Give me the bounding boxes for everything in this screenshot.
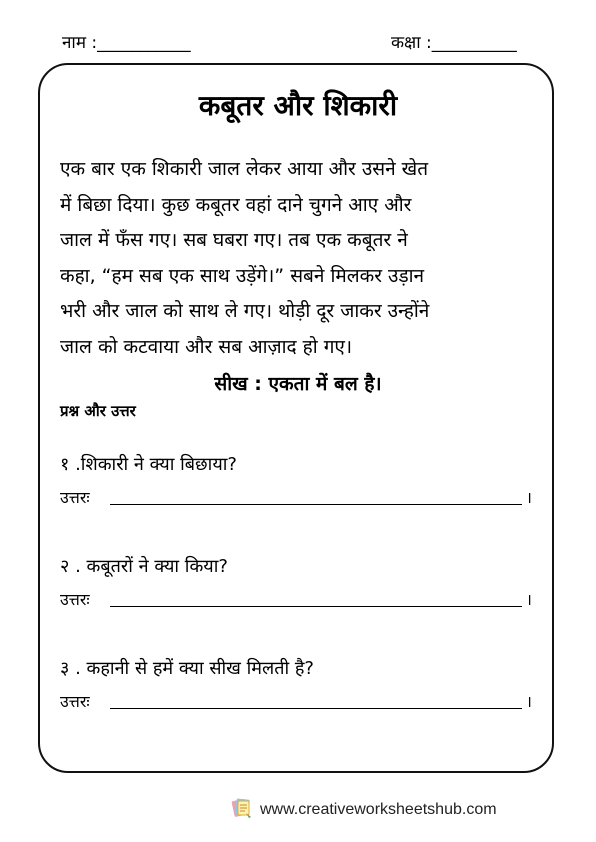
qa-heading: प्रश्न और उत्तर [60,402,136,420]
story-line: जाल को कटवाया और सब आज़ाद हो गए। [60,335,353,358]
moral-text: सीख : एकता में बल है। [214,373,382,395]
footer [230,797,497,823]
worksheet-logo-icon [230,797,254,823]
question-3: ३ . कहानी से हमें क्या सीख मिलती है? [60,658,314,679]
class-field: कक्षा :__________ [391,33,517,53]
story-paragraph [60,152,540,365]
answer-blank-line[interactable] [110,504,522,505]
story-line: कहा, “हम सब एक साथ उड़ेंगे।” सबने मिलकर उड़ान [60,264,425,287]
story-line: जाल में फँस गए। सब घबरा गए। तब एक कबूतर ने [60,229,408,251]
story-title: कबूतर और शिकारी [198,89,398,122]
answer-end-mark: । [525,590,532,609]
answer-label: उत्तरः [60,488,90,507]
footer-website-link[interactable]: www.creativeworksheetshub.com [260,801,497,818]
answer-1[interactable] [60,486,532,508]
answer-end-mark: । [525,488,532,507]
answer-blank-line[interactable] [110,708,522,709]
answer-3[interactable] [60,690,532,712]
story-line: भरी और जाल को साथ ले गए। थोड़ी दूर जाकर उन्होंने [60,300,430,322]
question-1: १ .शिकारी ने क्या बिछाया? [60,454,237,475]
name-field: नाम :___________ [62,33,191,53]
answer-end-mark: । [525,692,532,711]
story-line: में बिछा दिया। कुछ कबूतर वहां दाने चुगने आए और [60,193,412,216]
answer-label: उत्तरः [60,590,90,609]
answer-2[interactable] [60,588,532,610]
story-line: एक बार एक शिकारी जाल लेकर आया और उसने खेत [60,158,429,180]
answer-label: उत्तरः [60,692,90,711]
answer-blank-line[interactable] [110,606,522,607]
question-2: २ . कबूतरों ने क्या किया? [60,556,228,577]
